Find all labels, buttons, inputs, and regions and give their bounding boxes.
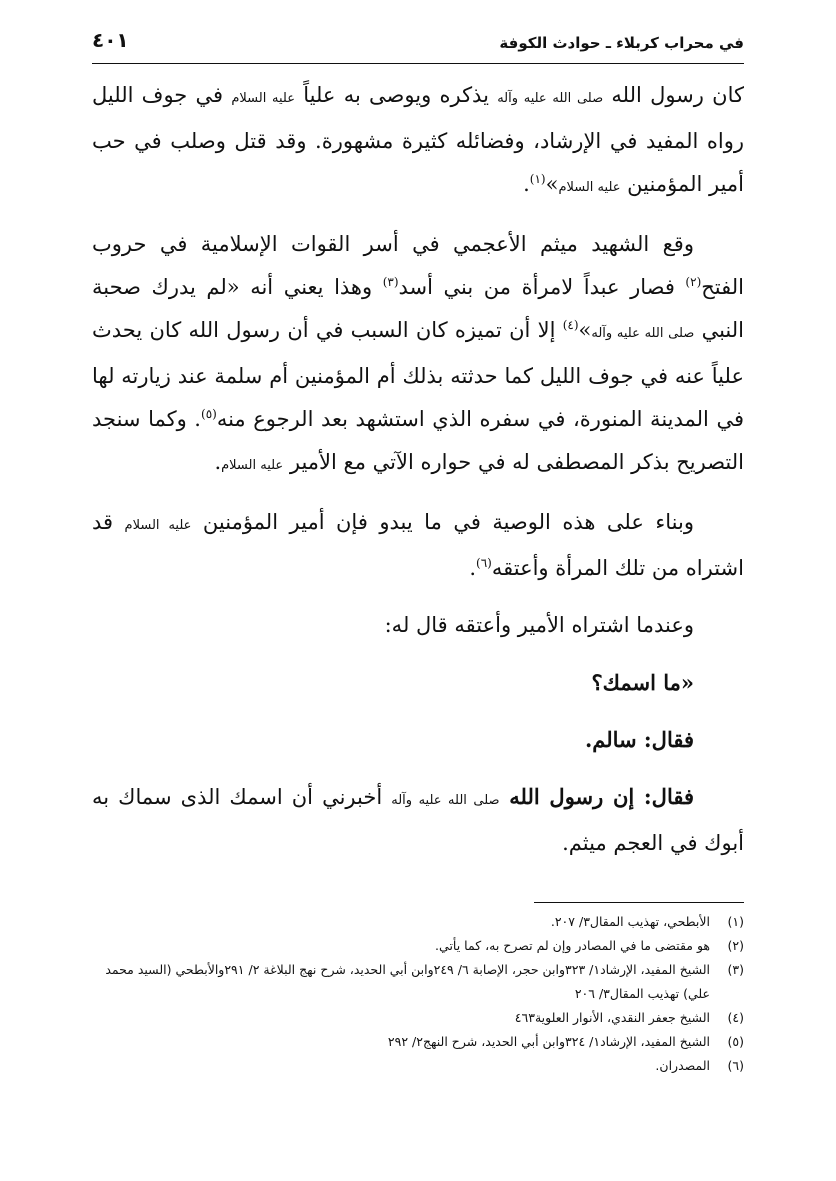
text-segment: وهذا يعني أنه «لم يدرك صحبة النبي — [92, 275, 744, 342]
footnote-item — [92, 1054, 744, 1078]
footnote-ref-2[interactable]: (٢) — [685, 275, 702, 289]
dialogue-answer: فقال: سالم. — [584, 727, 694, 752]
footnote-number: (٥) — [727, 1034, 744, 1049]
text-segment: وقع الشهيد ميثم الأعجمي في أسر القوات الإسلامية في حروب الفتح — [92, 232, 744, 299]
header-divider — [92, 63, 744, 64]
text-segment: وبناء على هذه الوصية في ما يبدو فإن أمير المؤمنين — [191, 510, 694, 534]
running-header-title: في محراب كربلاء ـ حوادث الكوفة — [499, 34, 744, 52]
text-segment: أخبرني أن اسمك الذى سماك به أبوك في العجم ميثم. — [92, 785, 744, 855]
imam-honorific-icon: عليه السلام — [231, 91, 295, 106]
page-number: ٤٠١ — [92, 28, 129, 52]
footnote-number: (٤) — [727, 1010, 744, 1025]
paragraph-1 — [92, 74, 744, 209]
footnote-number: (٦) — [727, 1058, 744, 1073]
paragraph-7 — [92, 775, 744, 865]
imam-honorific-icon: عليه السلام — [221, 458, 284, 473]
text-segment: قد اشتراه من تلك المرأة وأعتقه — [92, 510, 744, 580]
footnote-item — [92, 1030, 744, 1054]
footnote-text: الأبطحي، تهذيب المقال٣/ ٢٠٧. — [550, 914, 710, 929]
footnote-number: (٢) — [727, 938, 744, 953]
footnote-item — [92, 1006, 744, 1030]
footnote-ref-6[interactable]: (٦) — [476, 556, 492, 570]
prophet-honorific-icon: صلى الله عليه وآله — [391, 793, 500, 808]
footnote-number: (٣) — [727, 962, 744, 977]
footnote-item — [92, 958, 744, 1006]
text-segment: . — [523, 172, 530, 196]
footnote-item — [92, 934, 744, 958]
paragraph-3 — [92, 501, 744, 590]
footnote-ref-5[interactable]: (٥) — [201, 407, 217, 421]
footnote-number: (١) — [727, 914, 744, 929]
footnote-divider — [534, 902, 744, 903]
footnote-text: هو مقتضى ما في المصادر وإن لم تصرح به، كما يأتي. — [435, 938, 710, 953]
prophet-honorific-icon: صلى الله عليه وآله — [497, 91, 604, 106]
prophet-honorific-icon: صلى الله عليه وآله — [591, 326, 695, 341]
main-text — [92, 74, 744, 879]
text-segment: . — [214, 450, 222, 474]
text-segment: يذكره ويوصى به علياً — [294, 83, 498, 107]
footnote-item — [92, 910, 744, 934]
text-segment: . وكما سنجد التصريح بذكر المصطفى له في حواره الآتي مع الأمير — [92, 407, 744, 474]
text-segment: فصار عبداً لامرأة من بني أسد — [398, 275, 686, 299]
footnotes — [92, 910, 744, 1078]
footnote-ref-4[interactable]: (٤) — [562, 318, 579, 332]
paragraph-2 — [92, 223, 744, 487]
text-segment: فقال: إن رسول الله — [499, 784, 694, 809]
paragraph-4: وعندما اشتراه الأمير وأعتقه قال له: — [384, 613, 694, 637]
imam-honorific-icon: عليه السلام — [124, 518, 192, 533]
imam-honorific-icon: عليه السلام — [558, 180, 621, 195]
dialogue-question: «ما اسمك؟ — [591, 670, 694, 695]
footnote-ref-1[interactable]: (١) — [529, 172, 546, 186]
footnote-text: المصدران. — [655, 1058, 710, 1073]
text-segment: » — [545, 172, 559, 196]
text-segment: » — [578, 318, 592, 342]
footnote-text: الشيخ جعفر النقدي، الأنوار العلوية٤٦٣ — [514, 1010, 710, 1025]
text-segment: كان رسول الله — [603, 83, 744, 107]
footnote-ref-3[interactable]: (٣) — [382, 275, 399, 289]
text-segment: . — [469, 556, 477, 580]
text-segment: في جوف الليل رواه المفيد في الإرشاد، وفضائله كثيرة مشهورة. وقد قتل وصلب في حب أمير المؤمنين — [92, 83, 744, 196]
footnote-text: الشيخ المفيد، الإرشاد١/ ٣٢٤وابن أبي الحديد، شرح النهج٢/ ٢٩٢ — [387, 1034, 710, 1049]
footnote-text: الشيخ المفيد، الإرشاد١/ ٣٢٣وابن حجر، الإصابة ٦/ ٢٤٩وابن أبي الحديد، شرح نهج البلاغة ٢/ ٢٩١والأبطحي (السيد محمد علي) تهذيب المقال٣/ ٢٠٦ — [105, 962, 710, 1001]
text-segment: إلا أن تميزه كان السبب في أن رسول الله كان يحدث علياً عنه في جوف الليل كما حدثته بذلك أم المؤمنين أم سلمة عند زيارته لها في المدينة المنورة، في سفره الذي استشهد بعد الرجوع منه — [92, 318, 744, 431]
